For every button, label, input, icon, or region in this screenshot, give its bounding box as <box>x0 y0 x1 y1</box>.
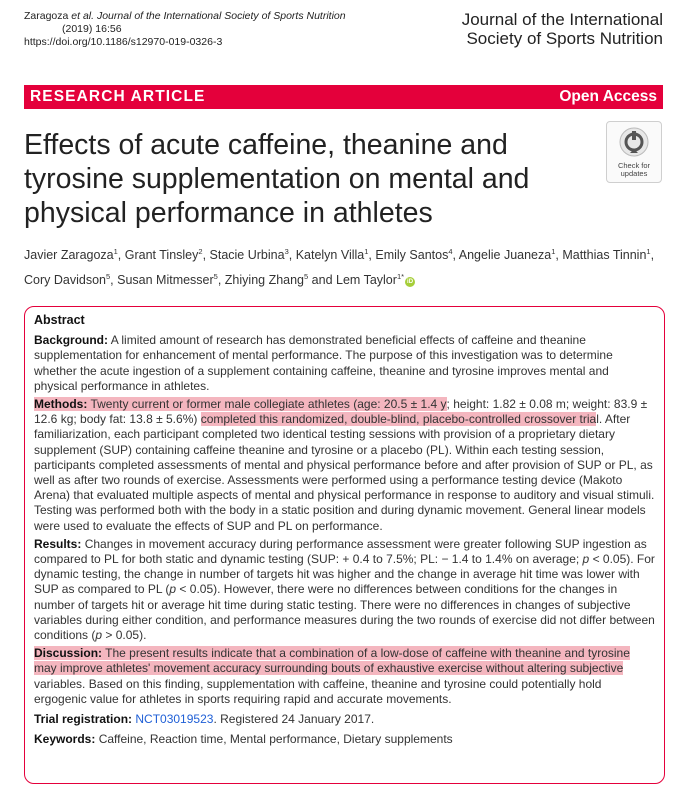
discussion-highlight: The present results indicate that a combination of a low-dose of caffeine with theanine and tyrosine may improve athletes' movement accuracy surrounding bouts of exhaustive exercise without altering subjective <box>34 646 630 676</box>
results-label: Results: <box>34 536 82 551</box>
author[interactable]: Cory Davidson$^5$ <box>24 272 111 288</box>
abstract-results: Results: Changes in movement accuracy during performance assessment were greater following SUP ingestion as compared to PL for both static and dynamic testing (SUP: + 0.4 to 7.5%; PL: − 1.4 to 1.4% on average; p < 0.05). For dynamic testing, the change in number of targets hit was higher and the change in average hit time was lower with SUP as compared to PL (p < 0.05). However, there were no differences between conditions for the changes in number of targets hit or average hit time during static testing. There were no differences in changes of subjective variables during either condition, and performance measures during the two rounds of exercise did not differ between conditions (p > 0.05). <box>34 536 655 643</box>
keywords-text: Caffeine, Reaction time, Mental performance, Dietary supplements <box>98 732 453 747</box>
abstract-discussion <box>34 646 655 707</box>
methods-highlight-2: completed this randomized, double-blind, placebo-controlled crossover tria <box>200 412 597 427</box>
orcid-icon[interactable]: iD <box>407 279 414 286</box>
trial-text: . Registered 24 January 2017. <box>213 712 375 727</box>
article-type-label: RESEARCH ARTICLE <box>30 88 206 105</box>
open-access-label: Open Access <box>559 88 657 105</box>
citation-journal: Journal of the International Society of Sports Nutrition <box>96 10 346 22</box>
citation-etal: et al. <box>71 10 95 22</box>
author[interactable]: Emily Santos$^4$ <box>375 247 453 263</box>
author[interactable]: Javier Zaragoza$^1$ <box>24 247 118 263</box>
trial-id-link[interactable]: NCT03019523 <box>135 712 214 727</box>
citation-year-volume: (2019) 16:56 <box>62 23 122 35</box>
keywords-label: Keywords: <box>34 732 96 747</box>
discussion-rest: variables. Based on this finding, supplementation with caffeine, theanine and tyrosine could potentially hold ergogenic value for athletes in sports requiring rapid and accurate movements. <box>34 676 602 706</box>
journal-logo-line2: Society of Sports Nutrition <box>466 29 663 48</box>
trial-registration <box>34 712 655 727</box>
check-updates-line1: Check for <box>617 161 651 170</box>
abstract-background <box>34 333 655 394</box>
check-updates-line2: updates <box>620 169 648 178</box>
check-for-updates-button[interactable] <box>606 121 662 183</box>
abstract-box <box>24 306 665 784</box>
author[interactable]: Matthias Tinnin$^1$ <box>562 247 651 263</box>
author[interactable]: Angelie Juaneza$^1$ <box>458 247 556 263</box>
methods-label: Methods: <box>34 397 88 412</box>
citation-header <box>24 10 346 49</box>
abstract-methods <box>34 397 655 534</box>
discussion-label: Discussion: <box>34 646 103 661</box>
methods-rest: l. After familiarization, each participant completed two identical testing sessions with provision of a proprietary dietary supplement (SUP) containing caffeine theanine and tyrosine or a placebo (PL). Within each testing session, participants completed assessments of mental and physical performance before and after provision of SUP or PL, as well as after two rounds of exercise. Assessments were performed using a performance testing device (Makoto Arena) that evaluated multiple aspects of mental and physical performance in response to auditory and visual stimuli. Testing was performed both with the body in a static position and during dynamic movement. General linear models were used to evaluate the effects of SUP and PL on performance. <box>34 412 655 533</box>
methods-highlight-1: Twenty current or former male collegiate athletes (age: 20.5 ± 1.4 y <box>90 397 447 412</box>
author[interactable]: Lem Taylor$^{1*}$ <box>336 272 405 288</box>
article-type-banner <box>24 85 663 109</box>
journal-logo-line1: Journal of the International <box>461 10 663 29</box>
author[interactable]: Katelyn Villa$^1$ <box>295 247 369 263</box>
background-label: Background: <box>34 333 109 348</box>
citation-author: Zaragoza <box>24 10 69 22</box>
authors-and: and <box>311 273 333 288</box>
trial-label: Trial registration: <box>34 712 133 727</box>
author[interactable]: Stacie Urbina$^3$ <box>209 247 289 263</box>
methods-mid: ; height: 1.82 ± 0.08 m; weight: 83.9 ± 12.6 kg; body fat: 13.8 ± 5.6%) <box>34 397 648 427</box>
author-list: Javier Zaragoza$^1$, Grant Tinsley$^2$, Stacie Urbina$^3$, Katelyn Villa$^1$, Emily Santos$^4$, Angelie Juaneza$^1$, Matthias Tinnin$^1$, Cory Davidson$^5$, Susan Mitmesser$^5$, Zhiying Zhang$^5$ and Lem Taylor$^{1*}$iD <box>24 247 655 288</box>
abstract-heading: Abstract <box>34 313 85 327</box>
article-title: Effects of acute caffeine, theanine and tyrosine supplementation on mental and physical performance in athletes <box>24 129 530 229</box>
author[interactable]: Zhiying Zhang$^5$ <box>224 272 309 288</box>
check-updates-icon <box>619 127 649 157</box>
background-text: A limited amount of research has demonstrated beneficial effects of caffeine and theanine supplementation for enhancement of mental performance. The purpose of this investigation was to determine whether the acute ingestion of a supplement containing caffeine, theanine and tyrosine improves mental and physical performance in athletes. <box>34 333 613 393</box>
citation-doi[interactable]: https://doi.org/10.1186/s12970-019-0326-3 <box>24 36 223 48</box>
keywords <box>34 732 655 747</box>
author[interactable]: Grant Tinsley$^2$ <box>124 247 203 263</box>
journal-logo[interactable] <box>462 10 663 48</box>
author[interactable]: Susan Mitmesser$^5$ <box>117 272 218 288</box>
